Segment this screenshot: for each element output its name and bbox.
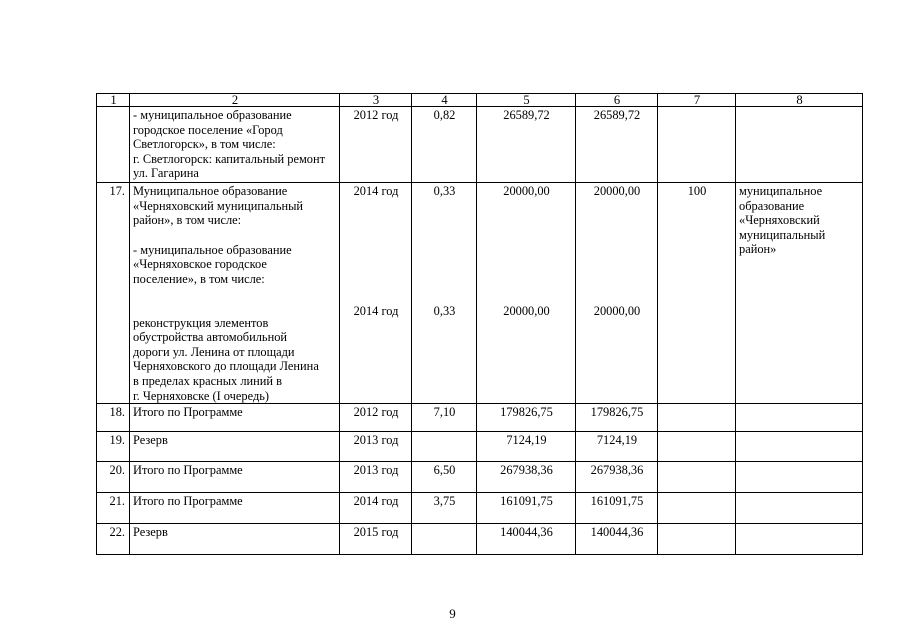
header-cell: 2 — [130, 94, 340, 107]
percent-cell: 7,10 — [412, 404, 477, 432]
amount-cell: 161091,75 — [576, 493, 658, 524]
table-row — [97, 183, 863, 404]
header-cell: 3 — [340, 94, 412, 107]
row-number-cell: 18. — [97, 404, 130, 432]
empty-cell — [658, 432, 736, 462]
empty-cell — [658, 462, 736, 493]
description-cell: Резерв — [130, 524, 340, 555]
year-cell: 2013 год — [340, 462, 412, 493]
empty-cell — [658, 524, 736, 555]
row-number-cell: 22. — [97, 524, 130, 555]
year-cell — [340, 183, 412, 404]
row-number-cell: 17. — [97, 183, 130, 404]
amount-value: 20000,00 — [503, 303, 550, 318]
header-cell: 8 — [736, 94, 863, 107]
year-value: 2014 год — [353, 303, 399, 318]
description-part: реконструкция элементов обустройства автомобильной дороги ул. Ленина от площади Черняховского до площади Ленина в пределах красных линий в г. Черняховске (I очередь) — [133, 315, 319, 403]
year-cell: 2015 год — [340, 524, 412, 555]
column7-cell: 100 — [658, 183, 736, 404]
description-cell: Итого по Программе — [130, 493, 340, 524]
table-row — [97, 493, 863, 524]
percent-value: 0,33 — [433, 303, 456, 318]
row-number-cell — [97, 107, 130, 183]
year-cell: 2012 год — [340, 404, 412, 432]
amount-cell: 267938,36 — [477, 462, 576, 493]
amount-cell: 140044,36 — [576, 524, 658, 555]
description-part: Муниципальное образование «Черняховский муниципальный район», в том числе: — [133, 184, 304, 228]
year-cell: 2013 год — [340, 432, 412, 462]
year-value: 2014 год — [353, 184, 399, 198]
empty-cell — [658, 493, 736, 524]
row-number-cell: 19. — [97, 432, 130, 462]
table-row — [97, 404, 863, 432]
amount-cell — [576, 183, 658, 404]
header-cell: 1 — [97, 94, 130, 107]
empty-cell — [658, 404, 736, 432]
percent-cell — [412, 524, 477, 555]
table-row — [97, 432, 863, 462]
description-cell: - муниципальное образование городское поселение «Город Светлогорск», в том числе: г. Светлогорск: капитальный ремонт ул. Гагарина — [130, 107, 340, 183]
amount-cell — [477, 183, 576, 404]
amount-cell: 7124,19 — [576, 432, 658, 462]
year-cell: 2012 год — [340, 107, 412, 183]
description-cell: Резерв — [130, 432, 340, 462]
amount-value: 20000,00 — [503, 184, 550, 198]
year-cell: 2014 год — [340, 493, 412, 524]
table-row — [97, 524, 863, 555]
empty-cell — [736, 432, 863, 462]
percent-cell — [412, 432, 477, 462]
description-cell: Итого по Программе — [130, 404, 340, 432]
percent-cell — [412, 183, 477, 404]
amount-cell: 179826,75 — [477, 404, 576, 432]
header-cell: 7 — [658, 94, 736, 107]
description-cell — [130, 183, 340, 404]
column8-cell: муниципальное образование «Черняховский муниципальный район» — [736, 183, 863, 404]
description-cell: Итого по Программе — [130, 462, 340, 493]
amount-cell: 26589,72 — [576, 107, 658, 183]
amount-cell: 161091,75 — [477, 493, 576, 524]
program-table — [96, 93, 863, 555]
row-number-cell: 21. — [97, 493, 130, 524]
empty-cell — [736, 107, 863, 183]
amount-cell: 179826,75 — [576, 404, 658, 432]
empty-cell — [736, 462, 863, 493]
header-row — [97, 94, 863, 107]
empty-cell — [736, 404, 863, 432]
percent-cell: 0,82 — [412, 107, 477, 183]
description-part: - муниципальное образование «Черняховское городское поселение», в том числе: — [133, 242, 292, 286]
row-number-cell: 20. — [97, 462, 130, 493]
empty-cell — [658, 107, 736, 183]
percent-cell: 6,50 — [412, 462, 477, 493]
table-row — [97, 107, 863, 183]
amount-cell: 140044,36 — [477, 524, 576, 555]
percent-cell: 3,75 — [412, 493, 477, 524]
table-row — [97, 462, 863, 493]
amount-value: 20000,00 — [593, 303, 641, 318]
percent-value: 0,33 — [433, 184, 456, 198]
page-number: 9 — [449, 606, 456, 621]
amount-value: 20000,00 — [593, 184, 641, 198]
empty-cell — [736, 524, 863, 555]
amount-cell: 7124,19 — [477, 432, 576, 462]
header-cell: 5 — [477, 94, 576, 107]
empty-cell — [736, 493, 863, 524]
header-cell: 4 — [412, 94, 477, 107]
amount-cell: 267938,36 — [576, 462, 658, 493]
header-cell: 6 — [576, 94, 658, 107]
amount-cell: 26589,72 — [477, 107, 576, 183]
